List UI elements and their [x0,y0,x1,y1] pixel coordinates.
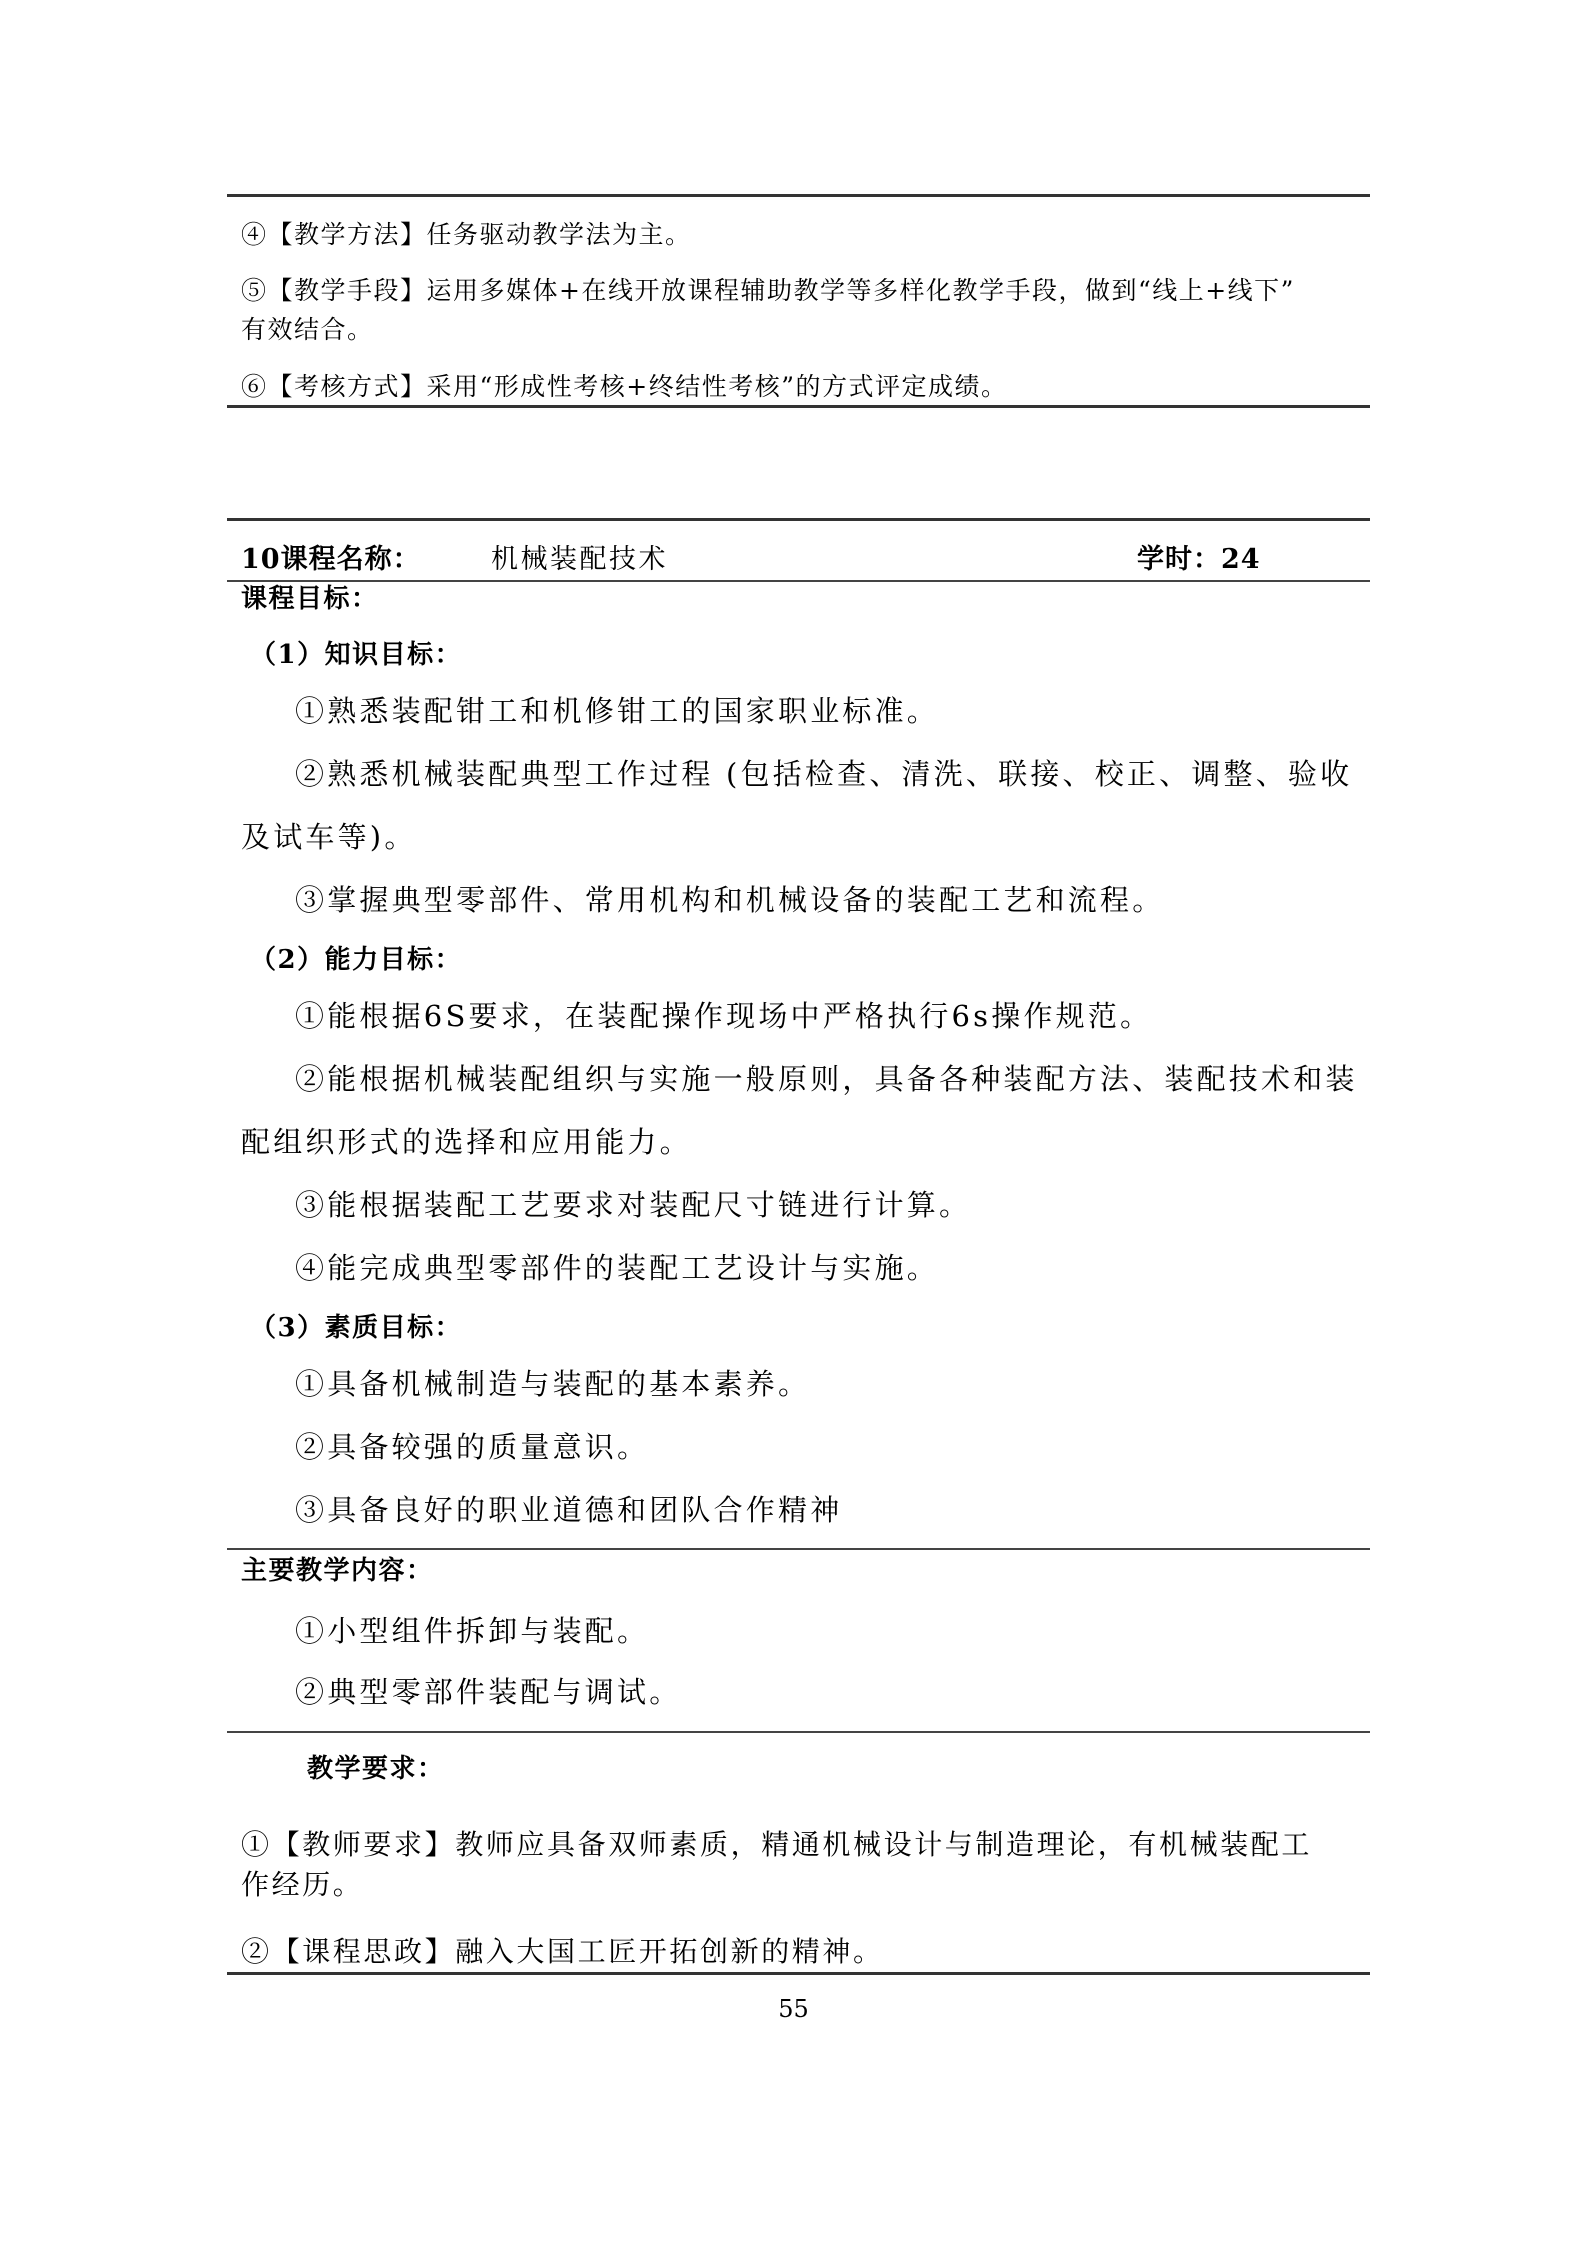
content-item: ②典型零部件装配与调试。 [295,1675,682,1709]
teacher-requirement-text-cont: 作经历。 [241,1868,364,1901]
course-name: 机械装配技术 [491,544,668,575]
section-top-rule [227,194,1370,197]
page-number: 55 [778,1995,809,2023]
knowledge-item-cont: 及试车等)。 [241,820,417,854]
ideology-requirement-text: ②【课程思政】融入大国工匠开拓创新的精神。 [241,1935,884,1968]
ability-item-cont: 配组织形式的选择和应用能力。 [241,1125,692,1159]
ability-item: ①能根据6S要求，在装配操作现场中严格执行6s操作规范。 [295,999,1153,1033]
ability-item: ②能根据机械装配组织与实施一般原则，具备各种装配方法、装配技术和装 [295,1062,1358,1096]
teaching-method-text: ④【教学方法】任务驱动教学法为主。 [241,220,692,249]
course-number-label: 10课程名称： [241,544,421,575]
content-rule [227,1731,1370,1733]
content-title: 主要教学内容： [241,1556,434,1586]
teacher-requirement-text: ①【教师要求】教师应具备双师素质，精通机械设计与制造理论，有机械装配工 [241,1828,1313,1861]
knowledge-heading: （1）知识目标： [250,640,463,670]
course-header-row [241,540,1361,580]
objectives-rule [227,1548,1370,1550]
teaching-means-text: ⑤【教学手段】运用多媒体+在线开放课程辅助教学等多样化教学手段，做到“线上+线下” [241,276,1295,305]
ability-item: ④能完成典型零部件的装配工艺设计与实施。 [295,1251,940,1285]
ability-heading: （2）能力目标： [250,945,463,975]
requirements-bottom-rule [227,1972,1370,1975]
course-top-rule [227,518,1370,521]
knowledge-item: ②熟悉机械装配典型工作过程 (包括检查、清洗、联接、校正、调整、验收 [295,757,1353,791]
ability-item: ③能根据装配工艺要求对装配尺寸链进行计算。 [295,1188,972,1222]
section-bottom-rule [227,405,1370,408]
assessment-text: ⑥【考核方式】采用“形成性考核+终结性考核”的方式评定成绩。 [241,372,1008,401]
quality-heading: （3）素质目标： [250,1313,463,1343]
quality-item: ①具备机械制造与装配的基本素养。 [295,1367,811,1401]
course-hours: 学时：24 [1137,544,1261,575]
teaching-means-text-cont: 有效结合。 [241,315,374,344]
requirements-title: 教学要求： [307,1754,445,1784]
knowledge-item: ①熟悉装配钳工和机修钳工的国家职业标准。 [295,694,940,728]
knowledge-item: ③掌握典型零部件、常用机构和机械设备的装配工艺和流程。 [295,883,1165,917]
quality-item: ②具备较强的质量意识。 [295,1430,650,1464]
quality-item: ③具备良好的职业道德和团队合作精神 [295,1493,843,1527]
objectives-title: 课程目标： [241,584,379,614]
content-item: ①小型组件拆卸与装配。 [295,1614,650,1648]
